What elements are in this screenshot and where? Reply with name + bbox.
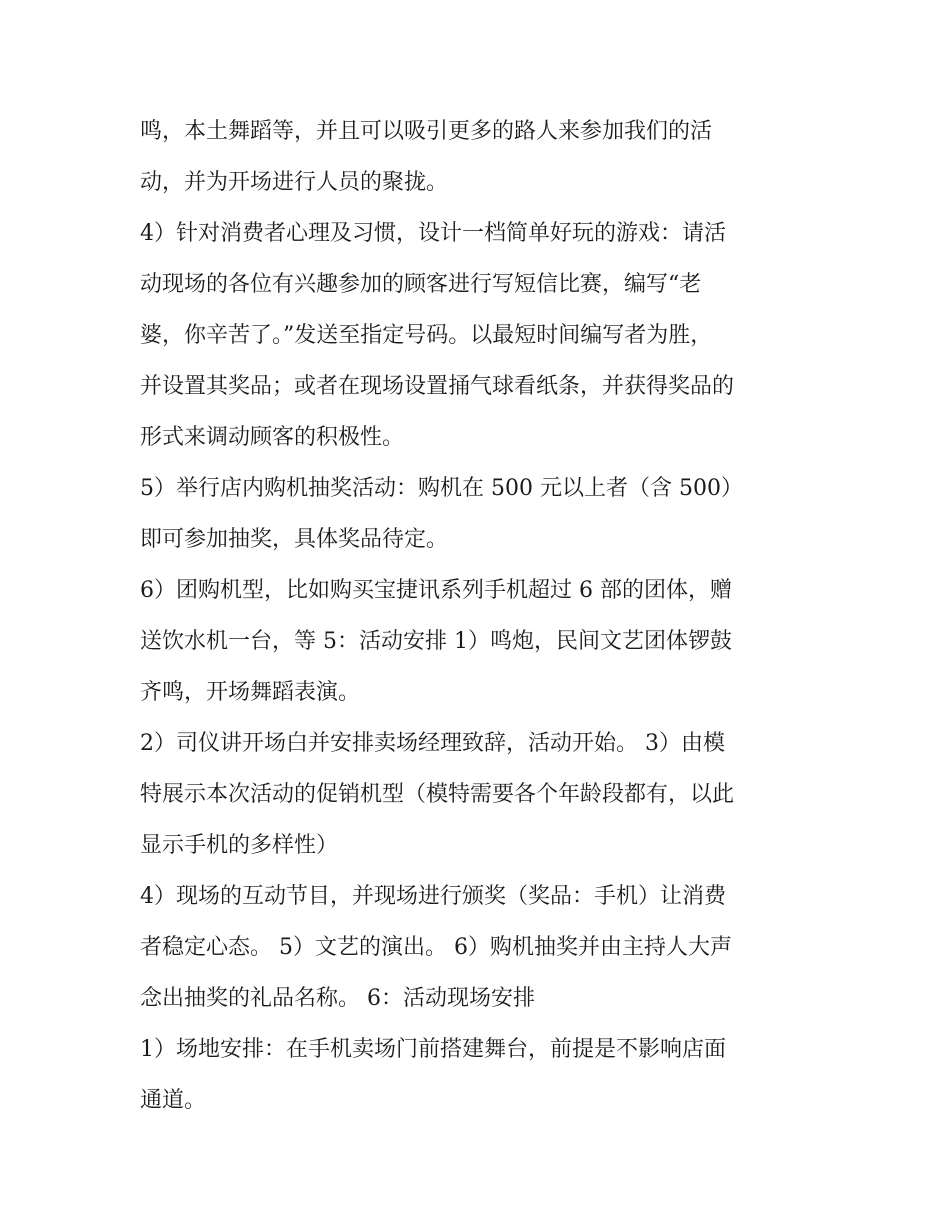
text-line: 通道。 xyxy=(140,1088,207,1113)
text-line: 4）针对消费者心理及习惯，设计一档简单好玩的游戏：请活 xyxy=(140,221,726,246)
text-line: 念出抽奖的礼品名称。 6：活动现场安排 xyxy=(140,986,535,1011)
text-line: 鸣，本土舞蹈等，并且可以吸引更多的路人来参加我们的活 xyxy=(140,119,713,144)
text-line: 动现场的各位有兴趣参加的顾客进行写短信比赛，编写“老 xyxy=(140,272,702,297)
text-line: 并设置其奖品；或者在现场设置捅气球看纸条，并获得奖品的 xyxy=(140,374,735,399)
text-line: 1）场地安排：在手机卖场门前搭建舞台，前提是不影响店面 xyxy=(140,1037,726,1062)
text-line: 形式来调动顾客的积极性。 xyxy=(140,425,405,450)
text-line: 婆，你辛苦了。”发送至指定号码。以最短时间编写者为胜， xyxy=(140,323,713,348)
text-line: 齐鸣，开场舞蹈表演。 xyxy=(140,680,361,705)
text-line: 送饮水机一台，等 5：活动安排 1）鸣炮，民间文艺团体锣鼓 xyxy=(140,629,732,654)
body-text xyxy=(140,106,830,1126)
text-line: 动，并为开场进行人员的聚拢。 xyxy=(140,170,449,195)
text-line: 2）司仪讲开场白并安排卖场经理致辞，活动开始。 3）由模 xyxy=(140,731,725,756)
text-line: 即可参加抽奖，具体奖品待定。 xyxy=(140,527,449,552)
text-line: 特展示本次活动的促销机型（模特需要各个年龄段都有，以此 xyxy=(140,782,735,807)
text-line: 5）举行店内购机抽奖活动：购机在 500 元以上者（含 500） xyxy=(140,476,743,501)
text-line: 者稳定心态。 5）文艺的演出。 6）购机抽奖并由主持人大声 xyxy=(140,935,732,960)
text-line: 4）现场的互动节目，并现场进行颁奖（奖品：手机）让消费 xyxy=(140,884,726,909)
text-line: 6）团购机型，比如购买宝捷讯系列手机超过 6 部的团体，赠 xyxy=(140,578,732,603)
text-line: 显示手机的多样性） xyxy=(140,833,339,858)
